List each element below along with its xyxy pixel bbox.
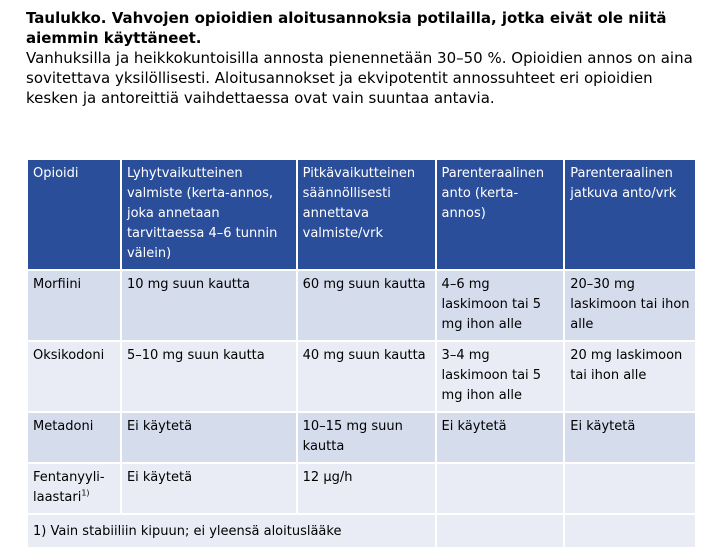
header-opioid: Opioidi	[28, 160, 120, 269]
table-cell: 3–4 mg laskimoon tai 5 mg ihon alle	[437, 342, 564, 411]
footnote-empty-cell	[437, 515, 564, 547]
table-cell	[28, 464, 120, 513]
table-row	[28, 464, 695, 513]
table-cell: 12 µg/h	[298, 464, 435, 513]
table-cell	[437, 464, 564, 513]
table-cell: Metadoni	[28, 413, 120, 462]
table-cell: 10 mg suun kautta	[122, 271, 296, 340]
table-cell: Morfiini	[28, 271, 120, 340]
footnote-row	[28, 515, 695, 547]
header-parenteral-single: Parenteraalinen anto (kerta-annos)	[437, 160, 564, 269]
opioid-name: Fentanyyli-laastari	[33, 470, 105, 505]
caption-title: Taulukko. Vahvojen opioidien aloitusannoksia potilailla, jotka eivät ole niitä aiemmin käyttäneet.	[26, 9, 667, 47]
table-cell: Ei käytetä	[437, 413, 564, 462]
table-header-row	[28, 160, 695, 269]
caption-text: Vanhuksilla ja heikkokuntoisilla annosta pienennetään 30–50 %. Opioidien annos on aina sovitettava yksilöllisesti. Aloitusannokset ja ekvipotentit annossuhteet eri opioidien kesken ja antoreittiä vaihdettaessa ovat vain suuntaa antavia.	[26, 49, 693, 107]
table-cell: Ei käytetä	[122, 464, 296, 513]
footnote: 1) Vain stabiiliin kipuun; ei yleensä aloituslääke	[28, 515, 435, 547]
table-cell: 10–15 mg suun kautta	[298, 413, 435, 462]
table-cell	[565, 464, 695, 513]
table-cell: 40 mg suun kautta	[298, 342, 435, 411]
table-caption	[26, 8, 706, 108]
header-parenteral-continuous: Parenteraalinen jatkuva anto/vrk	[565, 160, 695, 269]
table-cell: 20–30 mg laskimoon tai ihon alle	[565, 271, 695, 340]
opioid-dose-table	[26, 158, 697, 549]
table-cell: 5–10 mg suun kautta	[122, 342, 296, 411]
table-row	[28, 342, 695, 411]
footnote-marker: 1)	[81, 488, 90, 498]
table-cell: Ei käytetä	[565, 413, 695, 462]
table-cell: Oksikodoni	[28, 342, 120, 411]
table-row	[28, 413, 695, 462]
footnote-empty-cell	[565, 515, 695, 547]
table-cell: 60 mg suun kautta	[298, 271, 435, 340]
table-cell: Ei käytetä	[122, 413, 296, 462]
header-short-acting: Lyhytvaikutteinen valmiste (kerta-annos, joka annetaan tarvittaessa 4–6 tunnin välein)	[122, 160, 296, 269]
table-row	[28, 271, 695, 340]
table-cell: 20 mg laskimoon tai ihon alle	[565, 342, 695, 411]
header-long-acting: Pitkävaikutteinen säännöllisesti annettava valmiste/vrk	[298, 160, 435, 269]
table-cell: 4–6 mg laskimoon tai 5 mg ihon alle	[437, 271, 564, 340]
